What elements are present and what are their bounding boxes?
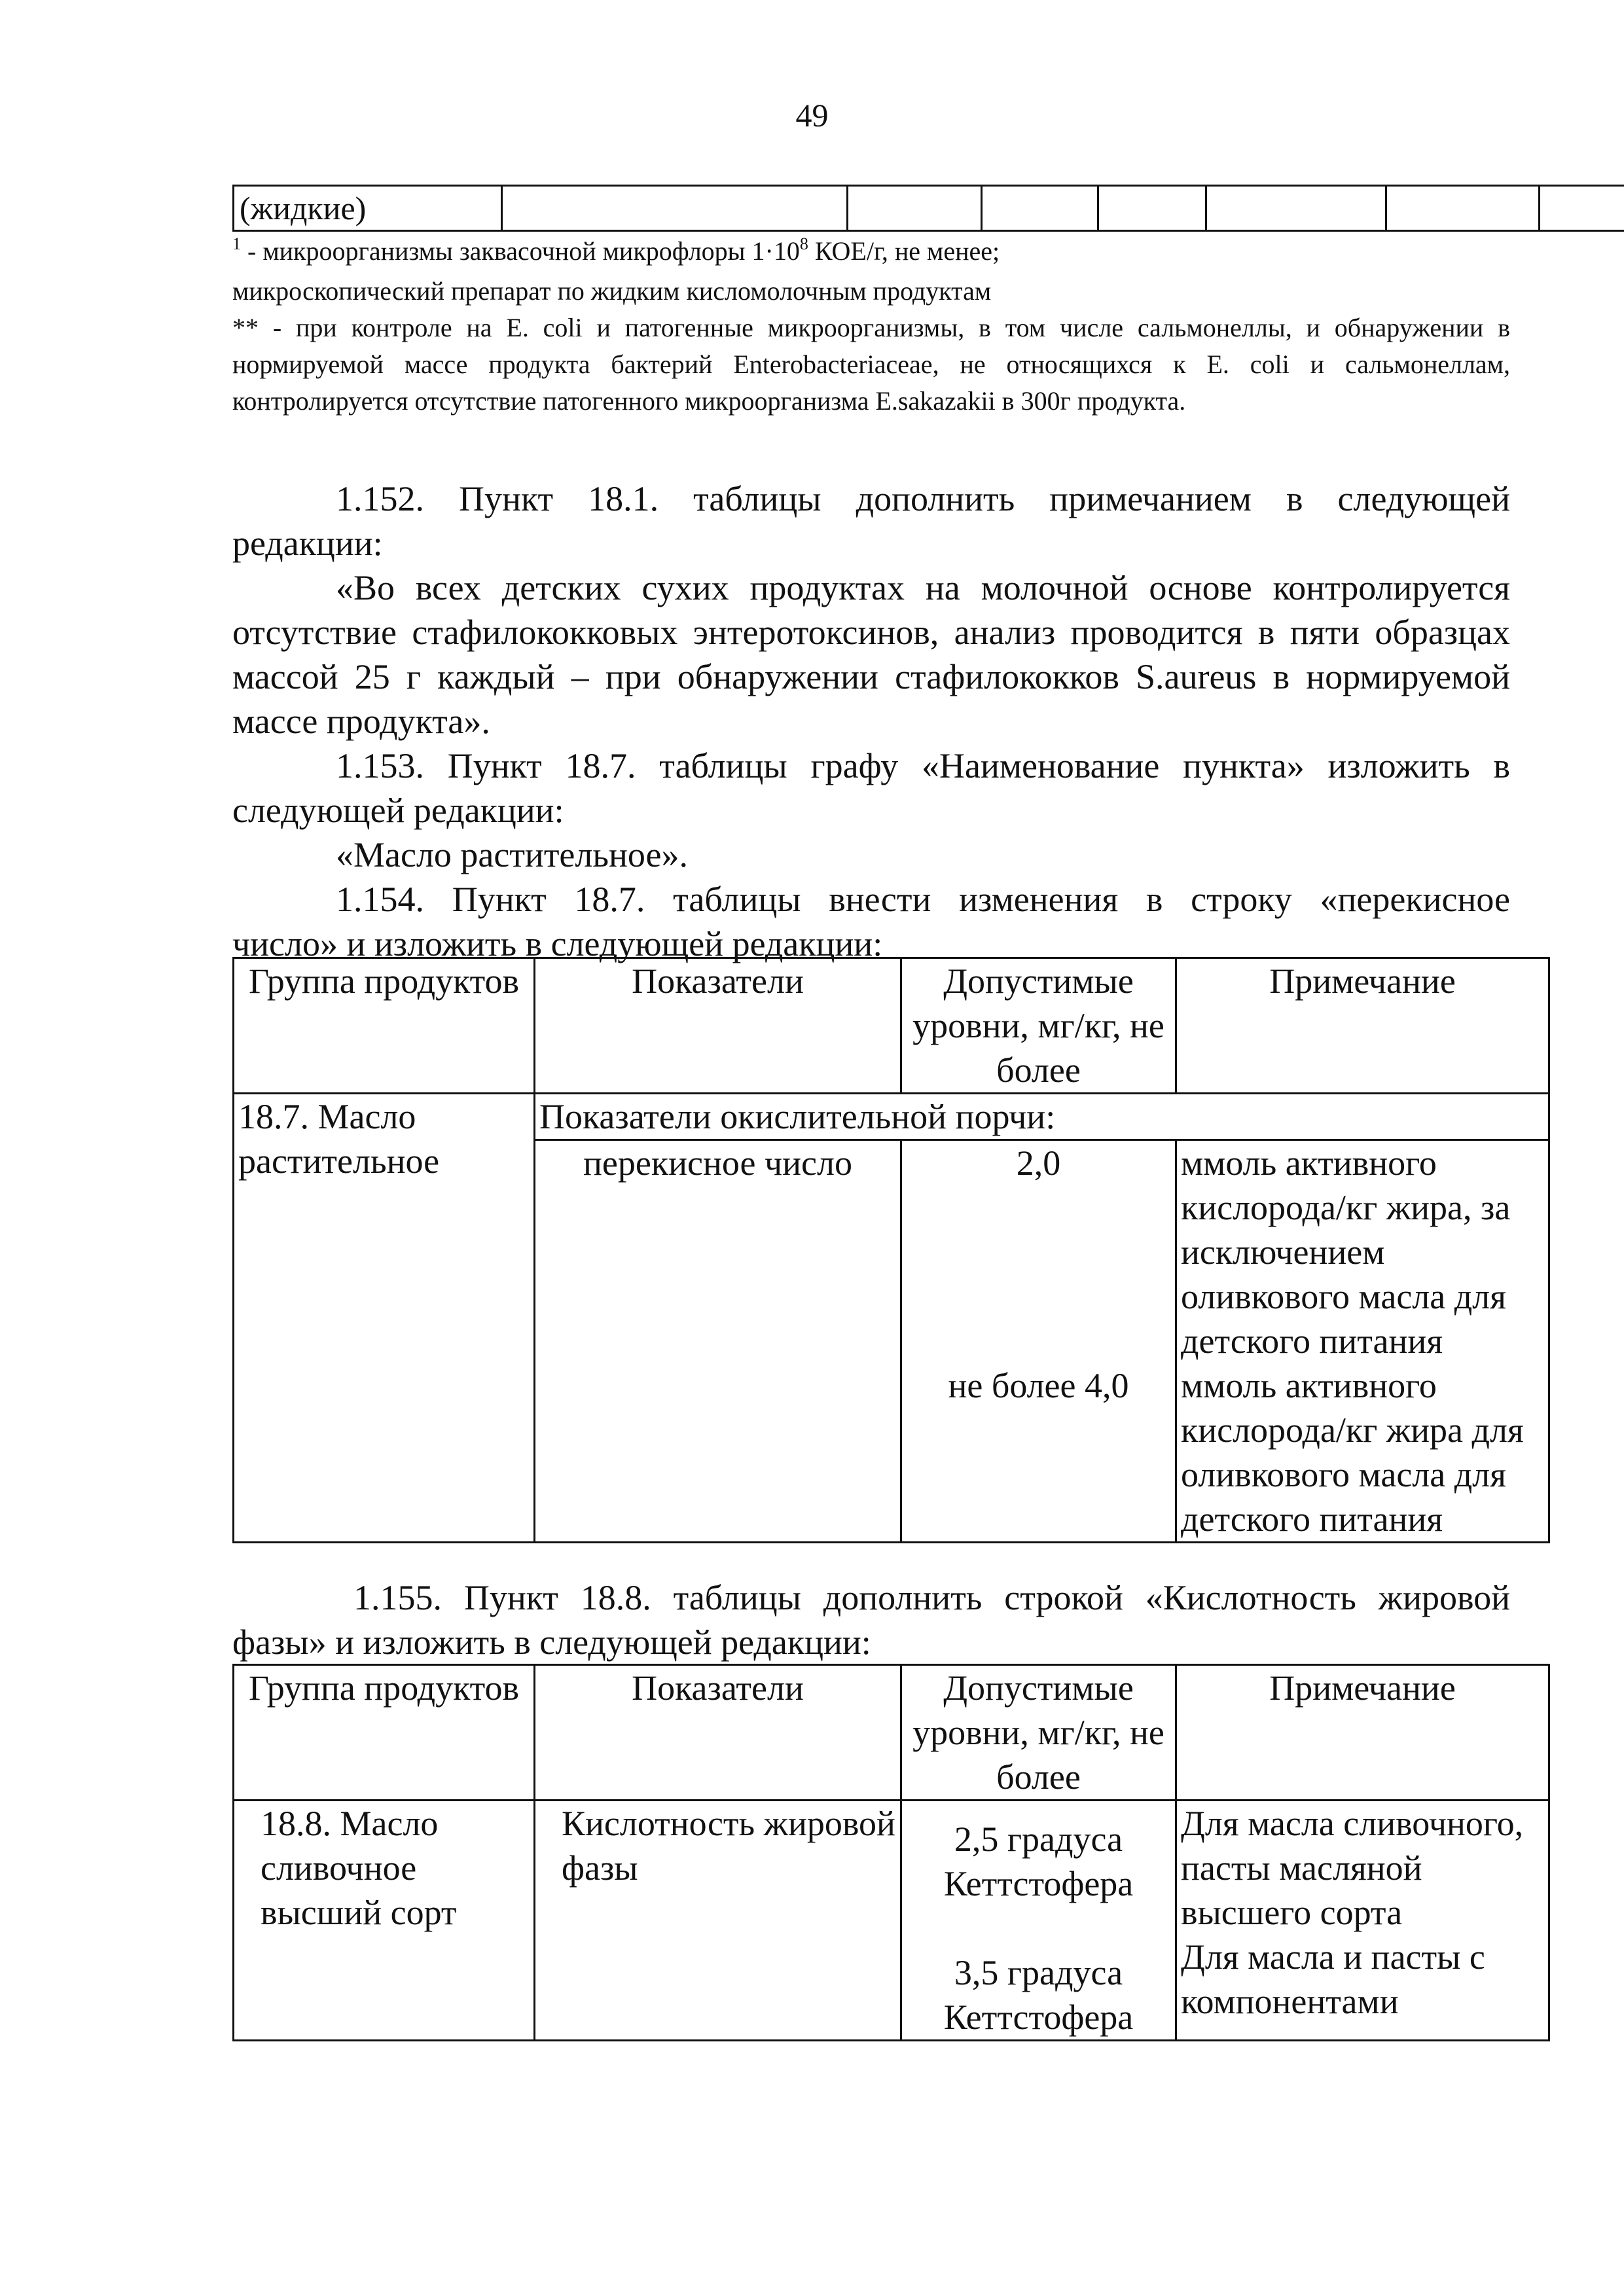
footnote-1	[232, 233, 1510, 273]
cell-indicator: перекисное число	[535, 1140, 901, 1543]
continued-table-row	[232, 185, 1624, 232]
table-cell-empty	[982, 186, 1098, 231]
cell-levels	[901, 1140, 1176, 1543]
cell-section: Показатели окислительной порчи:	[535, 1094, 1549, 1140]
paragraph-quote: «Во всех детских сухих продуктах на молочной основе контролируется отсутствие стафилококковых энтеротоксинов, анализ проводится в пяти образцах массой 25 г каждый – при обнаружении стафилококков S.aureus в нормируемой массе продукта».	[232, 568, 1510, 741]
table-cell-empty	[848, 186, 982, 231]
header-levels: Допустимые уровни, мг/кг, не более	[901, 958, 1176, 1094]
cell-levels	[901, 1801, 1176, 2041]
cell-note	[1176, 1801, 1549, 2041]
cell-group: 18.8. Масло сливочное высший сорт	[234, 1801, 535, 2041]
header-indicators: Показатели	[535, 958, 901, 1094]
table-row	[234, 1094, 1549, 1140]
level-value-1: 2,0	[1016, 1143, 1061, 1183]
table-header-row	[234, 958, 1549, 1094]
paragraph-text: 1.153. Пункт 18.7. таблицы графу «Наименование пункта» изложить в	[336, 746, 1510, 785]
cell-note	[1176, 1140, 1549, 1543]
table-cell-empty	[1098, 186, 1206, 231]
page-number: 49	[795, 97, 829, 134]
paragraph-text: 1.155. Пункт 18.8. таблицы дополнить строкой «Кислотность жировой	[353, 1578, 1510, 1617]
header-group: Группа продуктов	[234, 1665, 535, 1801]
table-header-row	[234, 1665, 1549, 1801]
header-levels: Допустимые уровни, мг/кг, не более	[901, 1665, 1176, 1801]
paragraph-text: число» и изложить в следующей редакции:	[232, 924, 883, 963]
footnote-marker: 1	[232, 234, 241, 253]
paragraph-1-152	[232, 476, 1510, 966]
footnote-exponent: 8	[799, 234, 808, 253]
note-1: ммоль активного кислорода/кг жира, за исключением оливкового масла для детского питания	[1181, 1143, 1511, 1361]
paragraph-text: фазы» и изложить в следующей редакции:	[232, 1623, 871, 1662]
header-group: Группа продуктов	[234, 958, 535, 1094]
table-row	[234, 1801, 1549, 2041]
table-cell-empty	[1386, 186, 1540, 231]
level-value-2: не более 4,0	[948, 1366, 1129, 1405]
note-2: Для масла и пасты с компонентами	[1181, 1937, 1485, 2021]
paragraph-1-155	[232, 1575, 1510, 1664]
level-value-1: 2,5 градуса Кеттстофера	[943, 1820, 1134, 1903]
cell-group: 18.7. Масло растительное	[234, 1094, 535, 1543]
table-cell-empty	[1206, 186, 1386, 231]
header-indicators: Показатели	[535, 1665, 901, 1801]
header-note: Примечание	[1176, 958, 1549, 1094]
header-note: Примечание	[1176, 1665, 1549, 1801]
paragraph-text: 1.152. Пункт 18.1. таблицы дополнить примечанием в следующей	[336, 479, 1510, 518]
footnote-1-text-b: КОЕ/г, не менее;	[808, 236, 1000, 266]
amendment-table-18-8	[232, 1664, 1550, 2041]
footnotes	[232, 233, 1510, 420]
table-cell-product-liquid: (жидкие)	[234, 186, 502, 231]
footnote-2: ** - при контроле на E. coli и патогенные микроорганизмы, в том числе сальмонеллы, и обнаружении в нормируемой массе продукта бактерий Enterobacteriaceae, не относящихся к E. coli и сальмонеллам, контролируется отсутствие патогенного микроорганизма E.sakazakii в 300г продукта.	[232, 313, 1510, 416]
footnote-1-text-a: - микроорганизмы заквасочной микрофлоры 1·10	[241, 236, 800, 266]
paragraph-text: редакции:	[232, 524, 383, 563]
note-1: Для масла сливочного, пасты масляной высшего сорта	[1181, 1804, 1524, 1932]
table-row	[234, 186, 1624, 231]
footnote-1-line-2: микроскопический препарат по жидким кисломолочным продуктам	[232, 276, 992, 306]
cell-indicator: Кислотность жировой фазы	[535, 1801, 901, 2041]
amendment-table-18-7	[232, 957, 1550, 1543]
paragraph-text: 1.154. Пункт 18.7. таблицы внести изменения в строку «перекисное	[336, 880, 1510, 919]
level-value-2: 3,5 градуса Кеттстофера	[943, 1953, 1134, 2037]
table-cell-empty	[1540, 186, 1624, 231]
note-2: ммоль активного кислорода/кг жира для оливкового масла для детского питания	[1181, 1366, 1524, 1539]
paragraph-quote: «Масло растительное».	[336, 835, 688, 874]
table-cell-empty	[502, 186, 848, 231]
paragraph-text: следующей редакции:	[232, 791, 564, 830]
